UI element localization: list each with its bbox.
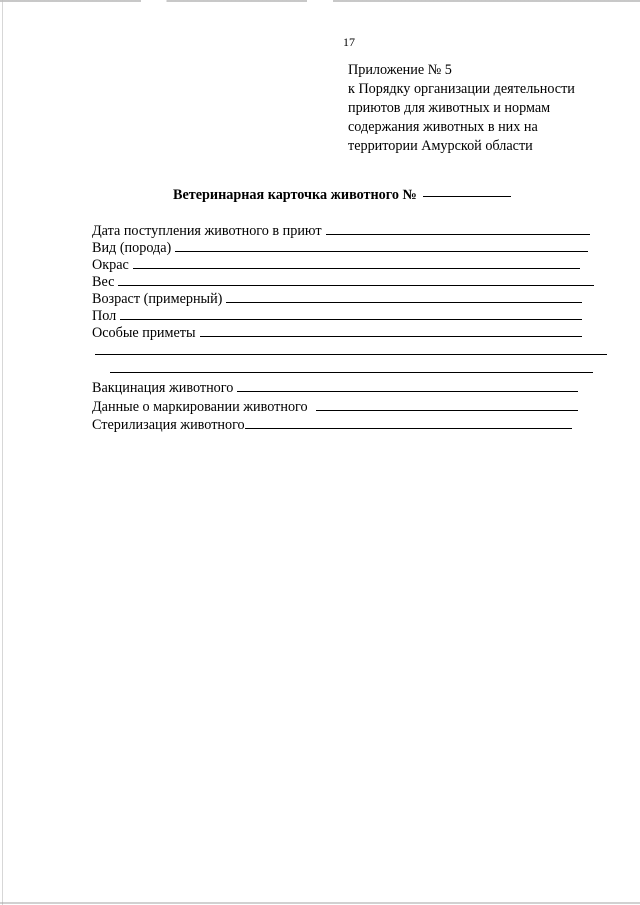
field-vaccination [92,378,578,397]
field-label: Особые приметы [92,325,196,341]
field-label: Окрас [92,257,129,273]
card-title-text: Ветеринарная карточка животного № [173,187,417,203]
field-sterilization-blank[interactable] [245,415,572,429]
field-age-blank[interactable] [226,289,582,303]
page-number: 17 [343,35,355,49]
field-color-blank[interactable] [133,255,580,269]
field-label: Возраст (примерный) [92,291,223,307]
field-species-breed-blank[interactable] [175,238,588,252]
card-number-blank [423,195,511,197]
special-marks-extra-line-1[interactable] [95,354,607,355]
field-sterilization [92,415,572,434]
field-vaccination-blank[interactable] [237,378,578,392]
scan-edge-bottom [0,902,640,904]
field-marking [92,397,578,416]
field-label: Вакцинация животного [92,380,234,396]
scan-edge-left [2,0,3,905]
field-special-marks [92,323,582,342]
field-marking-blank[interactable] [316,397,578,411]
field-weight-blank[interactable] [118,272,594,286]
appendix-line: к Порядку организации деятельности [348,81,575,97]
field-sex-blank[interactable] [120,306,582,320]
scan-edge-top [0,0,640,2]
field-label: Дата поступления животного в приют [92,223,322,239]
card-title [173,186,511,204]
field-label: Вес [92,274,115,290]
special-marks-extra-line-2[interactable] [110,372,593,373]
field-label: Пол [92,308,117,324]
appendix-line: содержания животных в них на [348,119,538,135]
appendix-line: территории Амурской области [348,138,533,154]
field-label: Вид (порода) [92,240,172,256]
appendix-block [348,61,618,156]
appendix-line: приютов для животных и нормам [348,100,551,116]
field-label: Стерилизация животного [92,417,245,433]
field-special-marks-blank[interactable] [200,323,582,337]
appendix-line: Приложение № 5 [348,62,452,78]
field-intake-date-blank[interactable] [326,221,590,235]
field-label: Данные о маркировании животного [92,399,308,415]
